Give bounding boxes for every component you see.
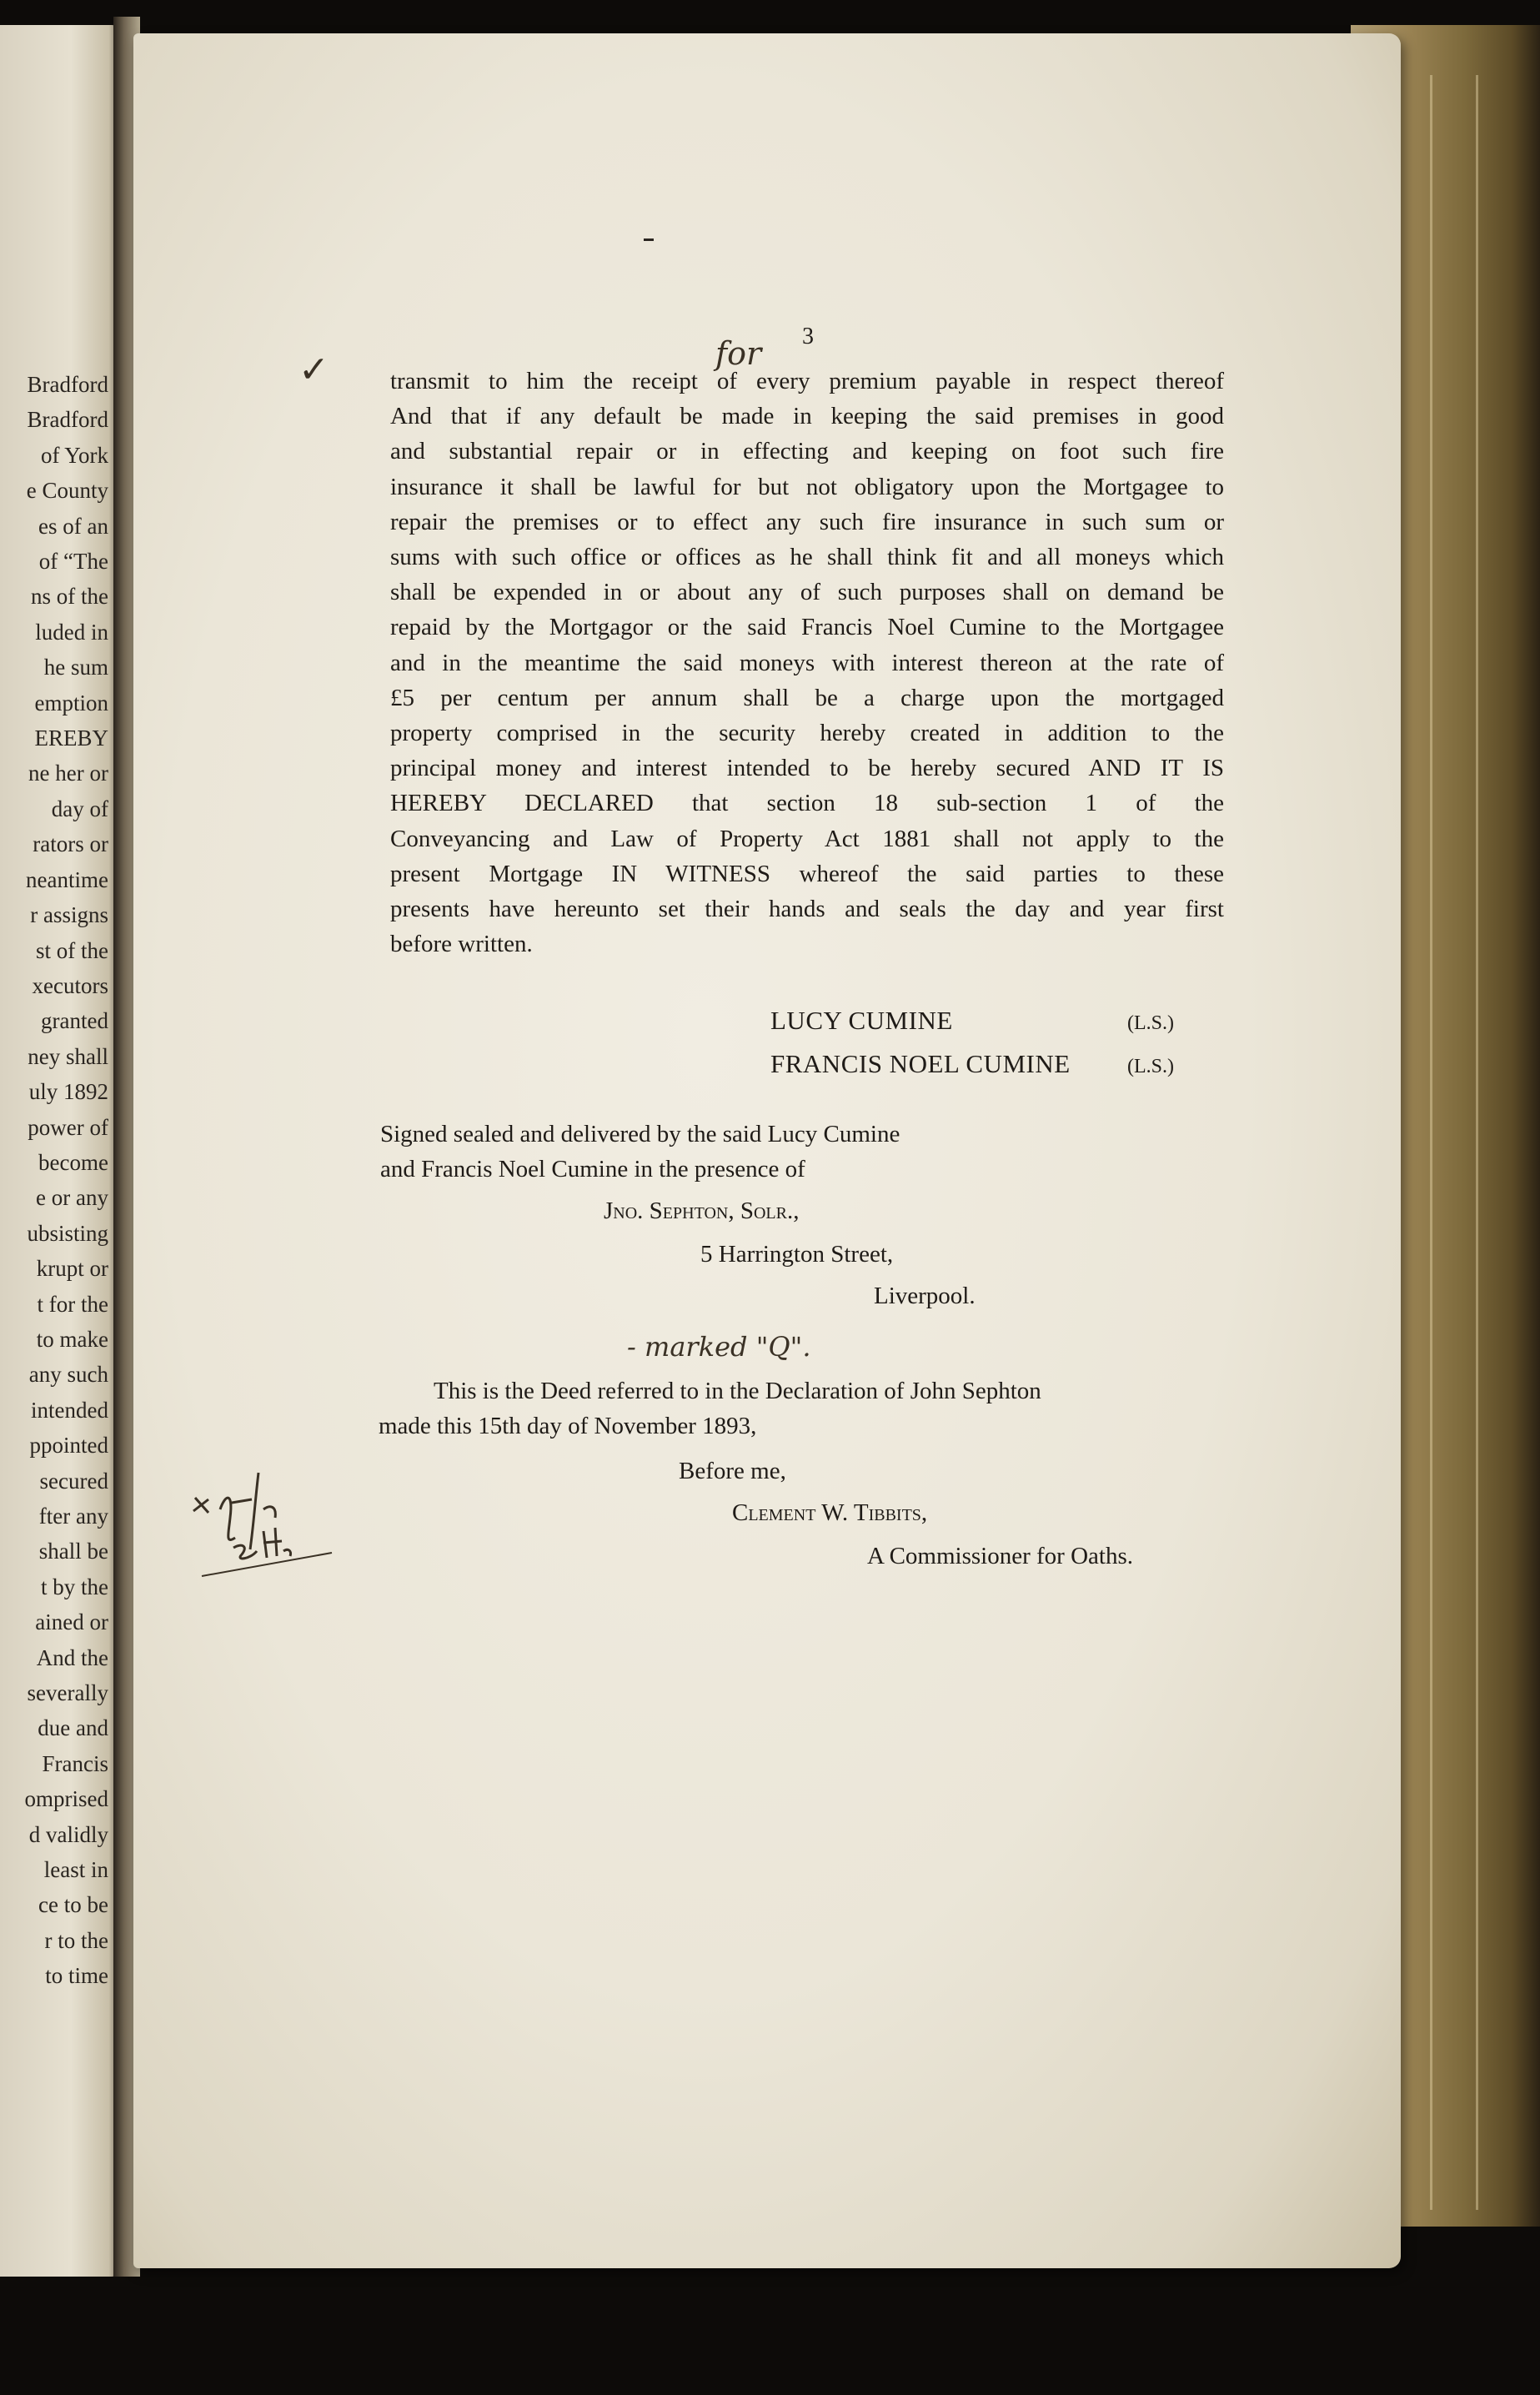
left-page-line: d validly (28, 1821, 108, 1847)
left-page-line: granted (41, 1008, 108, 1034)
body-line: Conveyancing and Law of Property Act 1881 shall not apply to the (390, 825, 1224, 852)
left-page-line: secured (39, 1468, 108, 1494)
left-page-line: intended (31, 1397, 108, 1423)
left-page-line: rators or (33, 831, 108, 857)
body-line: repair the premises or to effect any such fire insurance in such sum or (390, 508, 1224, 535)
left-page-line: ne her or (28, 761, 108, 786)
left-page-line: to make (36, 1326, 108, 1352)
left-page-line: t by the (41, 1574, 108, 1599)
page-number: 3 (802, 324, 814, 349)
before-me-label: Before me, (679, 1458, 786, 1484)
left-page-line: uly 1892 (28, 1079, 108, 1105)
body-line: transmit to him the receipt of every premium payable in respect thereof (390, 368, 1224, 394)
seal-mark: (L.S.) (1127, 1012, 1174, 1034)
body-line: £5 per centum per annum shall be a charge upon the mortgaged (390, 684, 1224, 711)
signatory-name: FRANCIS NOEL CUMINE (770, 1049, 1071, 1078)
left-page-line: of York (40, 442, 108, 468)
left-page-text-column (0, 367, 108, 1994)
left-page-line: any such (28, 1362, 108, 1388)
body-line: repaid by the Mortgagor or the said Francis Noel Cumine to the Mortgagee (390, 614, 1224, 641)
left-page-line: krupt or (36, 1256, 108, 1282)
left-page-line: of “The (38, 549, 108, 575)
declaration-line: made this 15th day of November 1893, (379, 1413, 757, 1439)
left-page-line: r assigns (30, 902, 108, 928)
attestation-line: Signed sealed and delivered by the said Lucy Cumine (380, 1121, 900, 1147)
margin-initials-signature (183, 1451, 342, 1593)
commissioner-title: A Commissioner for Oaths. (867, 1543, 1133, 1569)
mortgage-body-text (390, 364, 1224, 962)
seal-mark: (L.S.) (1127, 1056, 1174, 1077)
left-page-line: become (38, 1149, 108, 1175)
left-page-line: r to the (44, 1927, 108, 1953)
left-page-line: omprised (24, 1786, 108, 1812)
body-line: and in the meantime the said moneys with interest thereon at the rate of (390, 649, 1224, 676)
left-page-line: ubsisting (27, 1220, 108, 1246)
body-line: presents have hereunto set their hands and seals the day and year first (390, 896, 1224, 923)
left-page (0, 25, 118, 2277)
left-page-line: xecutors (32, 972, 108, 998)
margin-tick-mark: ✓ (298, 349, 329, 390)
left-page-line: luded in (35, 619, 108, 645)
left-page-line: due and (38, 1715, 108, 1741)
left-page-line: ney shall (28, 1043, 108, 1069)
left-page-line: fter any (38, 1504, 108, 1529)
left-page-line: least in (43, 1857, 108, 1883)
left-page-line: he sum (43, 655, 108, 680)
witness-city: Liverpool. (874, 1283, 976, 1309)
left-page-line: EREBY (34, 726, 108, 751)
left-page-line: ppointed (29, 1433, 108, 1459)
body-line: and substantial repair or in effecting and keeping on foot such fire (390, 438, 1224, 465)
body-line: present Mortgage IN WITNESS whereof the said parties to these (390, 860, 1224, 887)
left-page-line: neantime (26, 866, 108, 892)
left-page-line: Bradford (27, 372, 108, 397)
left-page-line: t for the (37, 1291, 108, 1317)
left-page-line: Francis (42, 1750, 108, 1776)
handwritten-for-insert: for (715, 335, 762, 372)
left-page-line: power of (28, 1114, 108, 1140)
left-page-line: And the (36, 1644, 108, 1670)
body-line: insurance it shall be lawful for but not obligatory upon the Mortgagee to (390, 473, 1224, 500)
body-line: shall be expended in or about any of such purposes shall on demand be (390, 579, 1224, 606)
commissioner-name: Clement W. Tibbits, (732, 1499, 928, 1526)
body-line: before written. (390, 931, 533, 958)
left-page-line: e or any (36, 1185, 108, 1211)
attestation-line: and Francis Noel Cumine in the presence of (380, 1156, 805, 1182)
body-line: And that if any default be made in keeping the said premises in good (390, 403, 1224, 430)
ink-mark (644, 238, 654, 241)
witness-address: 5 Harrington Street, (700, 1241, 894, 1268)
left-page-line: ns of the (31, 584, 108, 610)
left-page-line: Bradford (27, 407, 108, 433)
left-page-line: shall be (38, 1539, 108, 1564)
body-line: property comprised in the security hereby created in addition to the (390, 720, 1224, 747)
left-page-line: ained or (35, 1609, 108, 1635)
left-page-line: emption (34, 690, 108, 715)
body-line: HEREBY DECLARED that section 18 sub-section 1 of the (390, 790, 1224, 817)
body-line: sums with such office or offices as he shall think fit and all moneys which (390, 544, 1224, 571)
left-page-line: es of an (38, 513, 108, 539)
witness-name: Jno. Sephton, Solr., (604, 1198, 800, 1224)
declaration-line: This is the Deed referred to in the Declaration of John Sephton (434, 1378, 1041, 1404)
left-page-line: ce to be (38, 1892, 108, 1918)
left-page-line: to time (45, 1963, 108, 1989)
left-page-line: day of (51, 796, 108, 821)
left-page-line: st of the (36, 937, 108, 963)
left-page-line: e County (26, 478, 108, 504)
body-line: principal money and interest intended to be hereby secured AND IT IS (390, 755, 1224, 782)
left-page-line: severally (27, 1680, 108, 1706)
handwritten-marked-insert: - marked "Q". (627, 1331, 811, 1363)
signatory-name: LUCY CUMINE (770, 1006, 953, 1035)
